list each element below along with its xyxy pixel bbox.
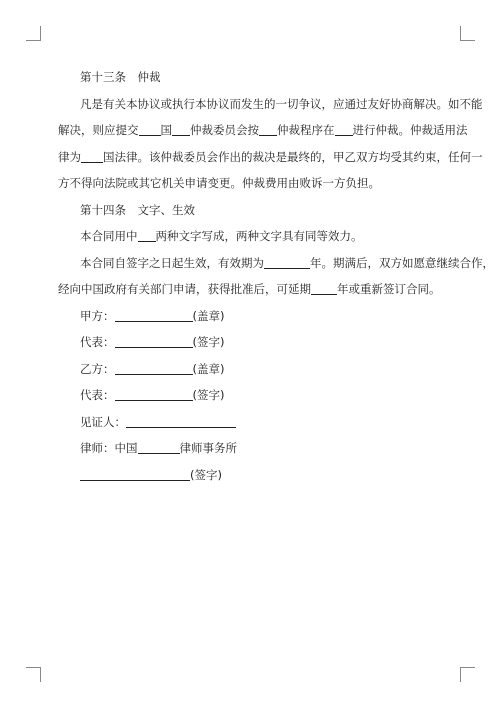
blank-place (335, 123, 353, 136)
party-a-rep-blank (115, 335, 193, 348)
article-14-paragraph-3: 经向中国政府有关部门申请，获得批准后，可延期 年或重新签订合同。 (58, 282, 441, 296)
blank-law-country (81, 150, 103, 163)
law-firm-blank (138, 441, 180, 454)
witness-line: 见证人： (80, 409, 452, 436)
lawyer-sign-line: (签字) (80, 462, 452, 489)
party-a-blank (115, 309, 193, 322)
blank-country (139, 123, 161, 136)
article-13-paragraph-line-2: 解决，则应提交 国 仲裁委员会按 仲裁程序在 进行仲裁。仲裁适用法 (58, 123, 468, 137)
blank-extension-years (311, 282, 337, 295)
party-b-line: 乙方： (盖章) (80, 361, 225, 376)
article-13-paragraph-line-3: 律为 国法律。该仲裁委员会作出的裁决是最终的，甲乙双方均受其约束，任何一 (58, 149, 483, 164)
crop-mark-top-right (460, 26, 475, 41)
article-14-paragraph-1: 本合同用中 两种文字写成，两种文字具有同等效力。 (80, 229, 363, 243)
article-13-title: 第十三条 仲裁 (80, 70, 161, 84)
article-13-paragraph-line-4: 方不得向法院或其它机关申请变更。仲裁费用由败诉一方负担。 (58, 176, 380, 190)
article-13-paragraph-line-1: 凡是有关本协议或执行本协议而发生的一切争议，应通过友好协商解决。如不能 (80, 96, 483, 111)
crop-mark-bottom-left (26, 667, 41, 682)
witness-blank (126, 415, 236, 428)
blank-validity-years (264, 256, 310, 269)
party-b-rep-blank (115, 388, 193, 401)
party-b-blank (115, 362, 193, 375)
article-14-title: 第十四条 文字、生效 (80, 202, 195, 217)
blank-language (138, 229, 156, 242)
crop-mark-top-left (26, 26, 41, 41)
party-a-rep-line: 代表： (签字) (80, 335, 225, 349)
lawyer-sign-blank (80, 468, 190, 481)
blank-procedure (259, 123, 277, 136)
document-body (58, 64, 494, 488)
blank-commission (172, 123, 190, 136)
party-b-rep-line: 代表： (签字) (80, 388, 225, 402)
crop-mark-bottom-right (460, 667, 475, 682)
party-a-line: 甲方： (盖章) (80, 308, 225, 323)
lawyer-line: 律师：中国 律师事务所 (80, 441, 237, 455)
article-14-paragraph-2: 本合同自签字之日起生效，有效期为 年。期满后，双方如愿意继续合作， (80, 255, 494, 270)
